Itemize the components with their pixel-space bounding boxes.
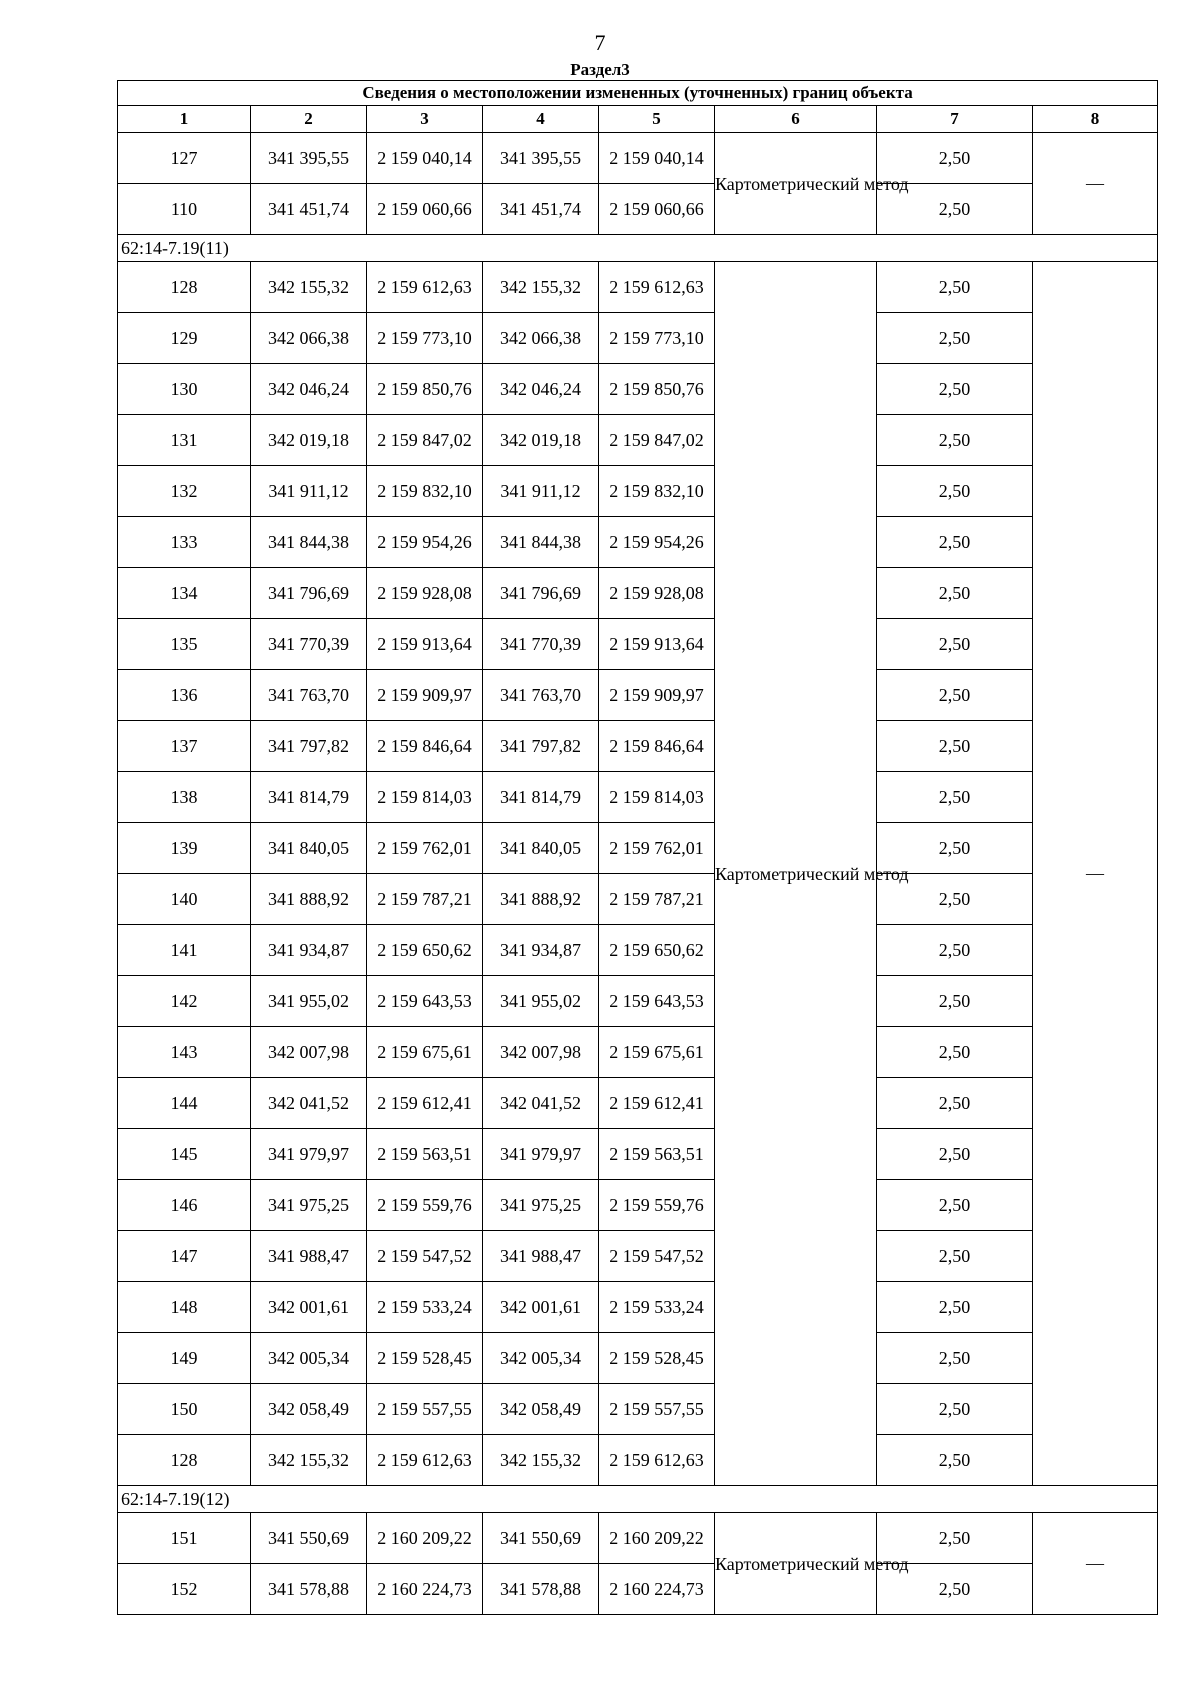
- x-new-cell: 341 550,69: [483, 1513, 599, 1564]
- point-number-cell: 132: [118, 466, 251, 517]
- section-title: Раздел3: [570, 60, 630, 79]
- x-new-cell: 341 844,38: [483, 517, 599, 568]
- accuracy-cell: 2,50: [877, 670, 1033, 721]
- table-row: [118, 1180, 1158, 1231]
- table-row: [118, 1078, 1158, 1129]
- x-existing-cell: 341 451,74: [251, 184, 367, 235]
- group-label-row: [118, 235, 1158, 262]
- accuracy-cell: 2,50: [877, 1180, 1033, 1231]
- point-number-cell: 135: [118, 619, 251, 670]
- accuracy-cell: 2,50: [877, 133, 1033, 184]
- point-number-cell: 130: [118, 364, 251, 415]
- point-number-cell: 149: [118, 1333, 251, 1384]
- x-new-cell: 342 019,18: [483, 415, 599, 466]
- y-new-cell: 2 159 909,97: [599, 670, 715, 721]
- x-new-cell: 341 395,55: [483, 133, 599, 184]
- y-new-cell: 2 159 557,55: [599, 1384, 715, 1435]
- accuracy-cell: 2,50: [877, 364, 1033, 415]
- x-existing-cell: 341 988,47: [251, 1231, 367, 1282]
- x-new-cell: 342 058,49: [483, 1384, 599, 1435]
- table-row: [118, 1564, 1158, 1615]
- y-new-cell: 2 160 209,22: [599, 1513, 715, 1564]
- y-new-cell: 2 159 787,21: [599, 874, 715, 925]
- table-row: [118, 133, 1158, 184]
- x-existing-cell: 341 550,69: [251, 1513, 367, 1564]
- accuracy-cell: 2,50: [877, 721, 1033, 772]
- table-row: [118, 364, 1158, 415]
- page-number: 7: [594, 30, 606, 55]
- method-cell: Картометрический метод: [715, 133, 877, 235]
- x-existing-cell: 341 840,05: [251, 823, 367, 874]
- point-number-cell: 140: [118, 874, 251, 925]
- y-existing-cell: 2 159 643,53: [367, 976, 483, 1027]
- y-new-cell: 2 159 762,01: [599, 823, 715, 874]
- y-existing-cell: 2 159 547,52: [367, 1231, 483, 1282]
- x-existing-cell: 342 155,32: [251, 262, 367, 313]
- x-existing-cell: 341 979,97: [251, 1129, 367, 1180]
- accuracy-cell: 2,50: [877, 976, 1033, 1027]
- point-number-cell: 145: [118, 1129, 251, 1180]
- y-new-cell: 2 159 773,10: [599, 313, 715, 364]
- group-label: 62:14-7.19(12): [118, 1486, 1158, 1513]
- column-number-cell: 3: [367, 106, 483, 133]
- point-number-cell: 151: [118, 1513, 251, 1564]
- x-existing-cell: 341 796,69: [251, 568, 367, 619]
- x-new-cell: 342 155,32: [483, 262, 599, 313]
- x-new-cell: 341 975,25: [483, 1180, 599, 1231]
- point-number-cell: 136: [118, 670, 251, 721]
- x-new-cell: 341 814,79: [483, 772, 599, 823]
- table-row: [118, 1231, 1158, 1282]
- y-new-cell: 2 159 528,45: [599, 1333, 715, 1384]
- x-existing-cell: 342 019,18: [251, 415, 367, 466]
- y-new-cell: 2 159 913,64: [599, 619, 715, 670]
- table-row: [118, 568, 1158, 619]
- point-number-cell: 138: [118, 772, 251, 823]
- x-new-cell: 341 888,92: [483, 874, 599, 925]
- x-existing-cell: 341 911,12: [251, 466, 367, 517]
- x-existing-cell: 341 395,55: [251, 133, 367, 184]
- x-new-cell: 342 007,98: [483, 1027, 599, 1078]
- y-existing-cell: 2 159 559,76: [367, 1180, 483, 1231]
- accuracy-cell: 2,50: [877, 184, 1033, 235]
- y-existing-cell: 2 159 040,14: [367, 133, 483, 184]
- method-cell: Картометрический метод: [715, 1513, 877, 1615]
- accuracy-cell: 2,50: [877, 1129, 1033, 1180]
- x-new-cell: 341 840,05: [483, 823, 599, 874]
- point-number-cell: 148: [118, 1282, 251, 1333]
- x-existing-cell: 341 814,79: [251, 772, 367, 823]
- point-number-cell: 139: [118, 823, 251, 874]
- y-new-cell: 2 159 847,02: [599, 415, 715, 466]
- y-existing-cell: 2 159 846,64: [367, 721, 483, 772]
- x-new-cell: 341 770,39: [483, 619, 599, 670]
- x-existing-cell: 341 955,02: [251, 976, 367, 1027]
- accuracy-cell: 2,50: [877, 415, 1033, 466]
- y-existing-cell: 2 159 787,21: [367, 874, 483, 925]
- x-new-cell: 342 001,61: [483, 1282, 599, 1333]
- x-existing-cell: 342 155,32: [251, 1435, 367, 1486]
- y-new-cell: 2 159 559,76: [599, 1180, 715, 1231]
- table-row: [118, 721, 1158, 772]
- y-existing-cell: 2 159 612,41: [367, 1078, 483, 1129]
- y-existing-cell: 2 159 832,10: [367, 466, 483, 517]
- x-new-cell: 341 451,74: [483, 184, 599, 235]
- point-number-cell: 128: [118, 262, 251, 313]
- x-new-cell: 341 988,47: [483, 1231, 599, 1282]
- accuracy-cell: 2,50: [877, 772, 1033, 823]
- column-number-cell: 6: [715, 106, 877, 133]
- column-number-cell: 4: [483, 106, 599, 133]
- y-new-cell: 2 159 928,08: [599, 568, 715, 619]
- y-new-cell: 2 159 612,63: [599, 1435, 715, 1486]
- x-existing-cell: 341 763,70: [251, 670, 367, 721]
- table-row: [118, 1513, 1158, 1564]
- table-row: [118, 1282, 1158, 1333]
- method-cell: Картометрический метод: [715, 262, 877, 1486]
- point-number-cell: 143: [118, 1027, 251, 1078]
- x-new-cell: 342 005,34: [483, 1333, 599, 1384]
- table-row: [118, 619, 1158, 670]
- x-new-cell: 342 046,24: [483, 364, 599, 415]
- point-number-cell: 150: [118, 1384, 251, 1435]
- y-existing-cell: 2 159 850,76: [367, 364, 483, 415]
- x-existing-cell: 342 001,61: [251, 1282, 367, 1333]
- column-number-cell: 1: [118, 106, 251, 133]
- y-existing-cell: 2 159 612,63: [367, 262, 483, 313]
- point-number-cell: 147: [118, 1231, 251, 1282]
- table-row: [118, 976, 1158, 1027]
- x-new-cell: 341 797,82: [483, 721, 599, 772]
- column-number-cell: 7: [877, 106, 1033, 133]
- point-number-cell: 110: [118, 184, 251, 235]
- x-new-cell: 341 763,70: [483, 670, 599, 721]
- table-row: [118, 262, 1158, 313]
- x-new-cell: 341 955,02: [483, 976, 599, 1027]
- table-row: [118, 1384, 1158, 1435]
- column-number-cell: 8: [1033, 106, 1158, 133]
- y-new-cell: 2 159 850,76: [599, 364, 715, 415]
- x-new-cell: 341 578,88: [483, 1564, 599, 1615]
- y-new-cell: 2 159 533,24: [599, 1282, 715, 1333]
- table-title: Сведения о местоположении измененных (уточненных) границ объекта: [118, 81, 1158, 106]
- accuracy-cell: 2,50: [877, 1078, 1033, 1129]
- y-existing-cell: 2 159 773,10: [367, 313, 483, 364]
- accuracy-cell: 2,50: [877, 1282, 1033, 1333]
- point-number-cell: 152: [118, 1564, 251, 1615]
- table-row: [118, 670, 1158, 721]
- x-existing-cell: 341 770,39: [251, 619, 367, 670]
- table-row: [118, 823, 1158, 874]
- y-new-cell: 2 159 547,52: [599, 1231, 715, 1282]
- x-existing-cell: 341 888,92: [251, 874, 367, 925]
- accuracy-cell: 2,50: [877, 1231, 1033, 1282]
- y-new-cell: 2 159 612,41: [599, 1078, 715, 1129]
- x-existing-cell: 342 058,49: [251, 1384, 367, 1435]
- x-existing-cell: 341 934,87: [251, 925, 367, 976]
- y-existing-cell: 2 159 563,51: [367, 1129, 483, 1180]
- point-number-cell: 137: [118, 721, 251, 772]
- table-row: [118, 1129, 1158, 1180]
- y-new-cell: 2 159 675,61: [599, 1027, 715, 1078]
- accuracy-cell: 2,50: [877, 1435, 1033, 1486]
- accuracy-cell: 2,50: [877, 925, 1033, 976]
- y-existing-cell: 2 159 762,01: [367, 823, 483, 874]
- y-existing-cell: 2 159 533,24: [367, 1282, 483, 1333]
- accuracy-cell: 2,50: [877, 1333, 1033, 1384]
- accuracy-cell: 2,50: [877, 262, 1033, 313]
- table-row: [118, 874, 1158, 925]
- point-number-cell: 127: [118, 133, 251, 184]
- x-new-cell: 341 979,97: [483, 1129, 599, 1180]
- accuracy-cell: 2,50: [877, 1384, 1033, 1435]
- y-new-cell: 2 159 814,03: [599, 772, 715, 823]
- accuracy-cell: 2,50: [877, 619, 1033, 670]
- point-number-cell: 133: [118, 517, 251, 568]
- y-existing-cell: 2 159 909,97: [367, 670, 483, 721]
- x-new-cell: 341 911,12: [483, 466, 599, 517]
- point-number-cell: 146: [118, 1180, 251, 1231]
- x-new-cell: 342 066,38: [483, 313, 599, 364]
- x-existing-cell: 341 578,88: [251, 1564, 367, 1615]
- column-number-row: [118, 106, 1158, 133]
- y-existing-cell: 2 159 847,02: [367, 415, 483, 466]
- x-existing-cell: 342 066,38: [251, 313, 367, 364]
- y-new-cell: 2 159 040,14: [599, 133, 715, 184]
- y-existing-cell: 2 159 557,55: [367, 1384, 483, 1435]
- column-number-cell: 2: [251, 106, 367, 133]
- y-existing-cell: 2 160 209,22: [367, 1513, 483, 1564]
- y-existing-cell: 2 159 814,03: [367, 772, 483, 823]
- table-row: [118, 184, 1158, 235]
- table-row: [118, 772, 1158, 823]
- y-new-cell: 2 159 060,66: [599, 184, 715, 235]
- y-new-cell: 2 159 643,53: [599, 976, 715, 1027]
- y-new-cell: 2 159 954,26: [599, 517, 715, 568]
- y-new-cell: 2 160 224,73: [599, 1564, 715, 1615]
- accuracy-cell: 2,50: [877, 313, 1033, 364]
- y-existing-cell: 2 159 650,62: [367, 925, 483, 976]
- point-number-cell: 141: [118, 925, 251, 976]
- x-existing-cell: 341 844,38: [251, 517, 367, 568]
- x-new-cell: 342 155,32: [483, 1435, 599, 1486]
- x-existing-cell: 341 797,82: [251, 721, 367, 772]
- y-existing-cell: 2 159 528,45: [367, 1333, 483, 1384]
- group-label: 62:14-7.19(11): [118, 235, 1158, 262]
- point-number-cell: 131: [118, 415, 251, 466]
- point-number-cell: 128: [118, 1435, 251, 1486]
- y-existing-cell: 2 160 224,73: [367, 1564, 483, 1615]
- y-existing-cell: 2 159 913,64: [367, 619, 483, 670]
- y-new-cell: 2 159 650,62: [599, 925, 715, 976]
- note-cell: —: [1033, 133, 1158, 235]
- accuracy-cell: 2,50: [877, 1027, 1033, 1078]
- column-number-cell: 5: [599, 106, 715, 133]
- y-new-cell: 2 159 832,10: [599, 466, 715, 517]
- coordinates-table: [117, 80, 1158, 1615]
- accuracy-cell: 2,50: [877, 823, 1033, 874]
- point-number-cell: 142: [118, 976, 251, 1027]
- x-new-cell: 341 796,69: [483, 568, 599, 619]
- table-row: [118, 1333, 1158, 1384]
- x-new-cell: 341 934,87: [483, 925, 599, 976]
- table-row: [118, 313, 1158, 364]
- y-existing-cell: 2 159 675,61: [367, 1027, 483, 1078]
- table-body: [118, 133, 1158, 1615]
- y-existing-cell: 2 159 060,66: [367, 184, 483, 235]
- x-existing-cell: 342 005,34: [251, 1333, 367, 1384]
- accuracy-cell: 2,50: [877, 568, 1033, 619]
- y-existing-cell: 2 159 954,26: [367, 517, 483, 568]
- x-existing-cell: 342 046,24: [251, 364, 367, 415]
- point-number-cell: 129: [118, 313, 251, 364]
- table-row: [118, 415, 1158, 466]
- table-row: [118, 466, 1158, 517]
- x-new-cell: 342 041,52: [483, 1078, 599, 1129]
- accuracy-cell: 2,50: [877, 1564, 1033, 1615]
- accuracy-cell: 2,50: [877, 874, 1033, 925]
- y-new-cell: 2 159 846,64: [599, 721, 715, 772]
- table-row: [118, 925, 1158, 976]
- table-row: [118, 1027, 1158, 1078]
- x-existing-cell: 342 041,52: [251, 1078, 367, 1129]
- y-new-cell: 2 159 612,63: [599, 262, 715, 313]
- group-label-row: [118, 1486, 1158, 1513]
- table-row: [118, 1435, 1158, 1486]
- y-existing-cell: 2 159 928,08: [367, 568, 483, 619]
- y-new-cell: 2 159 563,51: [599, 1129, 715, 1180]
- accuracy-cell: 2,50: [877, 517, 1033, 568]
- point-number-cell: 134: [118, 568, 251, 619]
- accuracy-cell: 2,50: [877, 1513, 1033, 1564]
- y-existing-cell: 2 159 612,63: [367, 1435, 483, 1486]
- point-number-cell: 144: [118, 1078, 251, 1129]
- note-cell: —: [1033, 262, 1158, 1486]
- x-existing-cell: 341 975,25: [251, 1180, 367, 1231]
- x-existing-cell: 342 007,98: [251, 1027, 367, 1078]
- table-row: [118, 517, 1158, 568]
- accuracy-cell: 2,50: [877, 466, 1033, 517]
- note-cell: —: [1033, 1513, 1158, 1615]
